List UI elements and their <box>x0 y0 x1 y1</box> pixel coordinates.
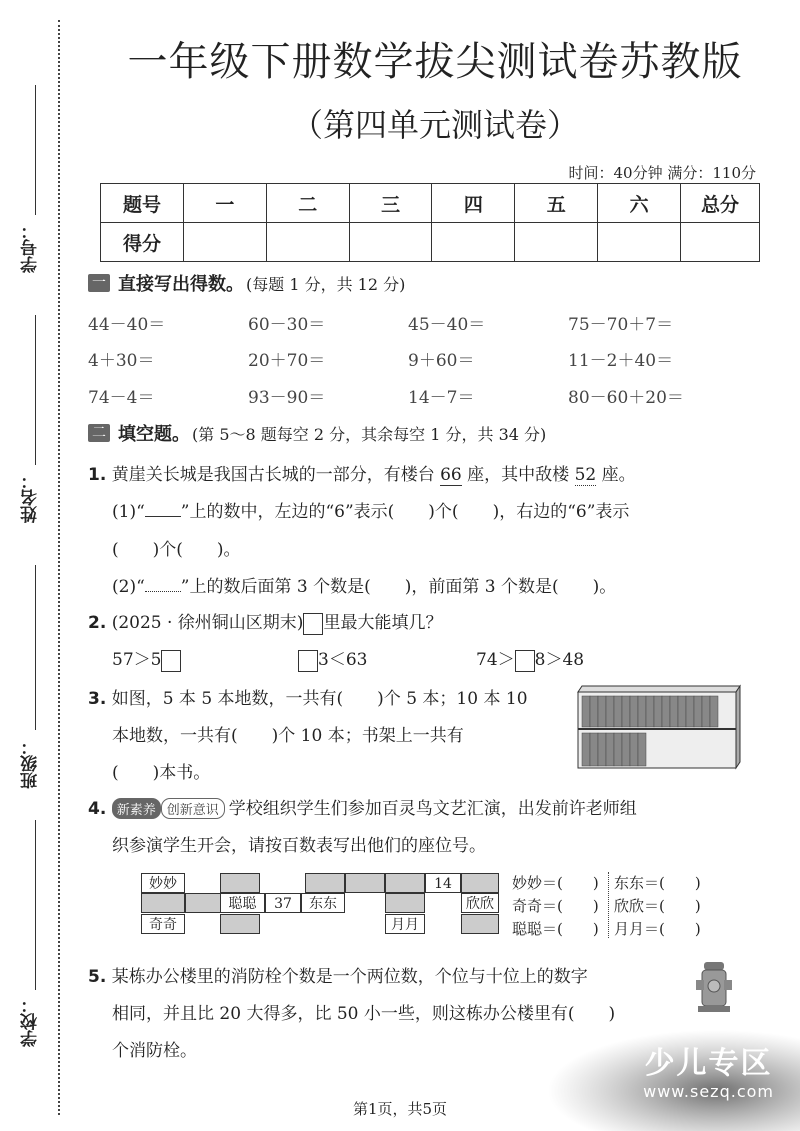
q1-number-52: 52 <box>574 465 597 485</box>
innovation-tag: 创新意识 <box>161 798 225 819</box>
seat-cell <box>220 914 260 934</box>
student-id-label: 学号： <box>21 222 41 273</box>
answer-yueyue: 月月＝( ) <box>614 920 701 938</box>
new-literacy-tag: 新素养 <box>112 798 161 819</box>
answer-dongdong: 东东＝( ) <box>614 874 701 892</box>
seat-cell <box>461 873 499 893</box>
section-1-note: (每题 1 分，共 12 分) <box>246 274 406 294</box>
q1-sub-1-cont: ( )个( )。 <box>112 540 241 560</box>
watermark-url: www.sezq.com <box>643 1082 774 1101</box>
expression: 60－30＝ <box>248 315 326 335</box>
seat-cell: 37 <box>265 893 301 913</box>
time-score-info: 时间：40分钟 满分：110分 <box>568 164 756 182</box>
score-row-label: 得分 <box>101 223 184 262</box>
q2-source: (2025 · 徐州铜山区期末) <box>111 613 304 633</box>
section-2-note: (第 5～8 题每空 2 分，其余每空 1 分，共 34 分) <box>192 424 547 444</box>
expression: 9＋60＝ <box>408 351 475 371</box>
answer-miaomiao: 妙妙＝( ) <box>512 874 599 892</box>
score-cell[interactable] <box>266 223 349 262</box>
q5-text: 某栋办公楼里的消防栓个数是一个两位数，个位与十位上的数字 <box>111 967 588 987</box>
binding-dotted-line <box>58 20 60 1115</box>
seat-cell: 奇奇 <box>141 914 185 934</box>
question-2 <box>88 608 442 635</box>
q2-text: 里最大能填几？ <box>323 613 443 633</box>
seat-cell <box>385 893 425 913</box>
wavy-mark <box>145 591 181 592</box>
expression: 93－90＝ <box>248 388 326 408</box>
score-cell[interactable] <box>432 223 515 262</box>
score-header-cell: 五 <box>515 184 598 223</box>
expression: 45－40＝ <box>408 315 486 335</box>
question-number: 5. <box>88 967 107 987</box>
underline-mark <box>145 516 181 517</box>
expression: 75－70＋7＝ <box>568 315 674 335</box>
watermark-logo <box>643 1038 774 1101</box>
question-1 <box>88 460 636 485</box>
page-title: 一年级下册数学拔尖测试卷苏教版 <box>127 39 743 85</box>
score-header-cell: 一 <box>184 184 267 223</box>
score-cell[interactable] <box>681 223 760 262</box>
answer-box[interactable] <box>298 650 318 672</box>
section-1-badge: 一 <box>88 274 110 292</box>
expression: 80－60＋20＝ <box>568 388 684 408</box>
blank-box-icon <box>303 613 323 635</box>
seat-cell: 妙妙 <box>141 873 185 893</box>
q2-expr-1 <box>112 645 181 672</box>
expression: 4＋30＝ <box>88 351 155 371</box>
q2-expr-text: 3＜63 <box>318 650 368 670</box>
score-cell[interactable] <box>349 223 432 262</box>
q3-text-2: 本地数，一共有( )个 10 本；书架上一共有 <box>112 726 464 746</box>
q2-expr-text: 8＞48 <box>534 650 585 670</box>
seat-cell: 14 <box>425 873 461 893</box>
watermark-title: 少儿专区 <box>644 1046 773 1081</box>
seat-cell <box>141 893 185 913</box>
q1-sub2-text: (2)“ <box>112 577 145 597</box>
school-blank[interactable] <box>35 820 36 990</box>
q1-sub-1 <box>112 497 629 522</box>
expression: 44－40＝ <box>88 315 166 335</box>
q1-number-66: 66 <box>440 465 462 485</box>
score-header-cell: 二 <box>266 184 349 223</box>
q2-expr-text: 57＞5 <box>112 650 162 670</box>
answer-xinxin: 欣欣＝( ) <box>614 897 701 915</box>
school-label: 学校： <box>21 996 41 1047</box>
name-label: 姓名： <box>21 472 41 523</box>
section-1-heading <box>88 270 405 296</box>
seat-cell <box>305 873 345 893</box>
q2-expr-2 <box>298 645 367 672</box>
expression: 20＋70＝ <box>248 351 326 371</box>
expression: 11－2＋40＝ <box>568 351 674 371</box>
q1-sub-2 <box>112 572 616 597</box>
q3-text-3: ( )本书。 <box>112 763 211 783</box>
score-header-cell: 六 <box>598 184 681 223</box>
answer-divider <box>608 872 609 938</box>
fire-hydrant-icon <box>694 958 734 1014</box>
score-cell[interactable] <box>184 223 267 262</box>
class-label: 班级： <box>21 738 41 789</box>
seat-cell: 月月 <box>385 914 425 934</box>
answer-box[interactable] <box>161 650 181 672</box>
q5-text-3: 个消防栓。 <box>112 1041 197 1061</box>
expression: 14－7＝ <box>408 388 475 408</box>
class-blank[interactable] <box>35 565 36 730</box>
seat-cell <box>461 914 499 934</box>
score-table <box>100 183 760 262</box>
name-blank[interactable] <box>35 315 36 465</box>
q1-sub1-text: (1)“ <box>112 502 145 522</box>
score-header-cell: 题号 <box>101 184 184 223</box>
score-table-score-row <box>101 223 760 262</box>
score-header-cell: 总分 <box>681 184 760 223</box>
bookshelf-illustration <box>574 682 742 772</box>
answer-box[interactable] <box>515 650 535 672</box>
seat-cell <box>385 873 425 893</box>
q1-sub1-text: ”上的数中，左边的“6”表示( )个( )，右边的“6”表示 <box>180 502 630 522</box>
question-5 <box>88 962 588 987</box>
seat-cell: 东东 <box>301 893 345 913</box>
score-header-cell: 四 <box>432 184 515 223</box>
section-2-heading <box>88 420 546 446</box>
seat-cell: 欣欣 <box>461 893 499 913</box>
question-number: 3. <box>88 689 107 709</box>
score-cell[interactable] <box>598 223 681 262</box>
question-4 <box>88 794 637 819</box>
score-table-header-row <box>101 184 760 223</box>
page-subtitle: （第四单元测试卷） <box>290 106 579 144</box>
seat-cell <box>185 893 221 913</box>
q4-text-2: 织参演学生开会，请按百数表写出他们的座位号。 <box>112 836 486 856</box>
question-number: 1. <box>88 465 107 485</box>
student-id-blank[interactable] <box>35 85 36 215</box>
q2-expr-text: 74＞ <box>476 650 515 670</box>
q1-text: 黄崖关长城是我国古长城的一部分，有楼台 <box>111 465 441 485</box>
answer-congcong: 聪聪＝( ) <box>512 920 599 938</box>
q1-text: 座。 <box>596 465 636 485</box>
q2-expr-3 <box>476 645 584 672</box>
page-footer: 第1页，共5页 <box>352 1100 448 1118</box>
q5-text-2: 相同，并且比 20 大得多，比 50 小一些，则这栋办公楼里有( ) <box>112 1004 616 1024</box>
seat-cell: 聪聪 <box>220 893 265 913</box>
q1-sub2-text: ”上的数后面第 3 个数是( )，前面第 3 个数是( )。 <box>180 577 617 597</box>
q1-text: 座，其中敌楼 <box>461 465 575 485</box>
section-2-badge: 二 <box>88 424 110 442</box>
seat-cell <box>220 873 260 893</box>
section-2-title: 填空题。 <box>118 424 190 445</box>
answer-qiqi: 奇奇＝( ) <box>512 897 599 915</box>
score-cell[interactable] <box>515 223 598 262</box>
expression: 74－4＝ <box>88 388 155 408</box>
seat-cell <box>345 873 385 893</box>
q3-text: 如图，5 本 5 本地数，一共有( )个 5 本；10 本 10 <box>111 689 528 709</box>
score-header-cell: 三 <box>349 184 432 223</box>
section-1-title: 直接写出得数。 <box>118 274 244 295</box>
question-number: 4. <box>88 799 107 819</box>
question-number: 2. <box>88 613 107 633</box>
question-3 <box>88 684 528 709</box>
q4-text: 学校组织学生们参加百灵鸟文艺汇演，出发前许老师组 <box>228 799 637 819</box>
